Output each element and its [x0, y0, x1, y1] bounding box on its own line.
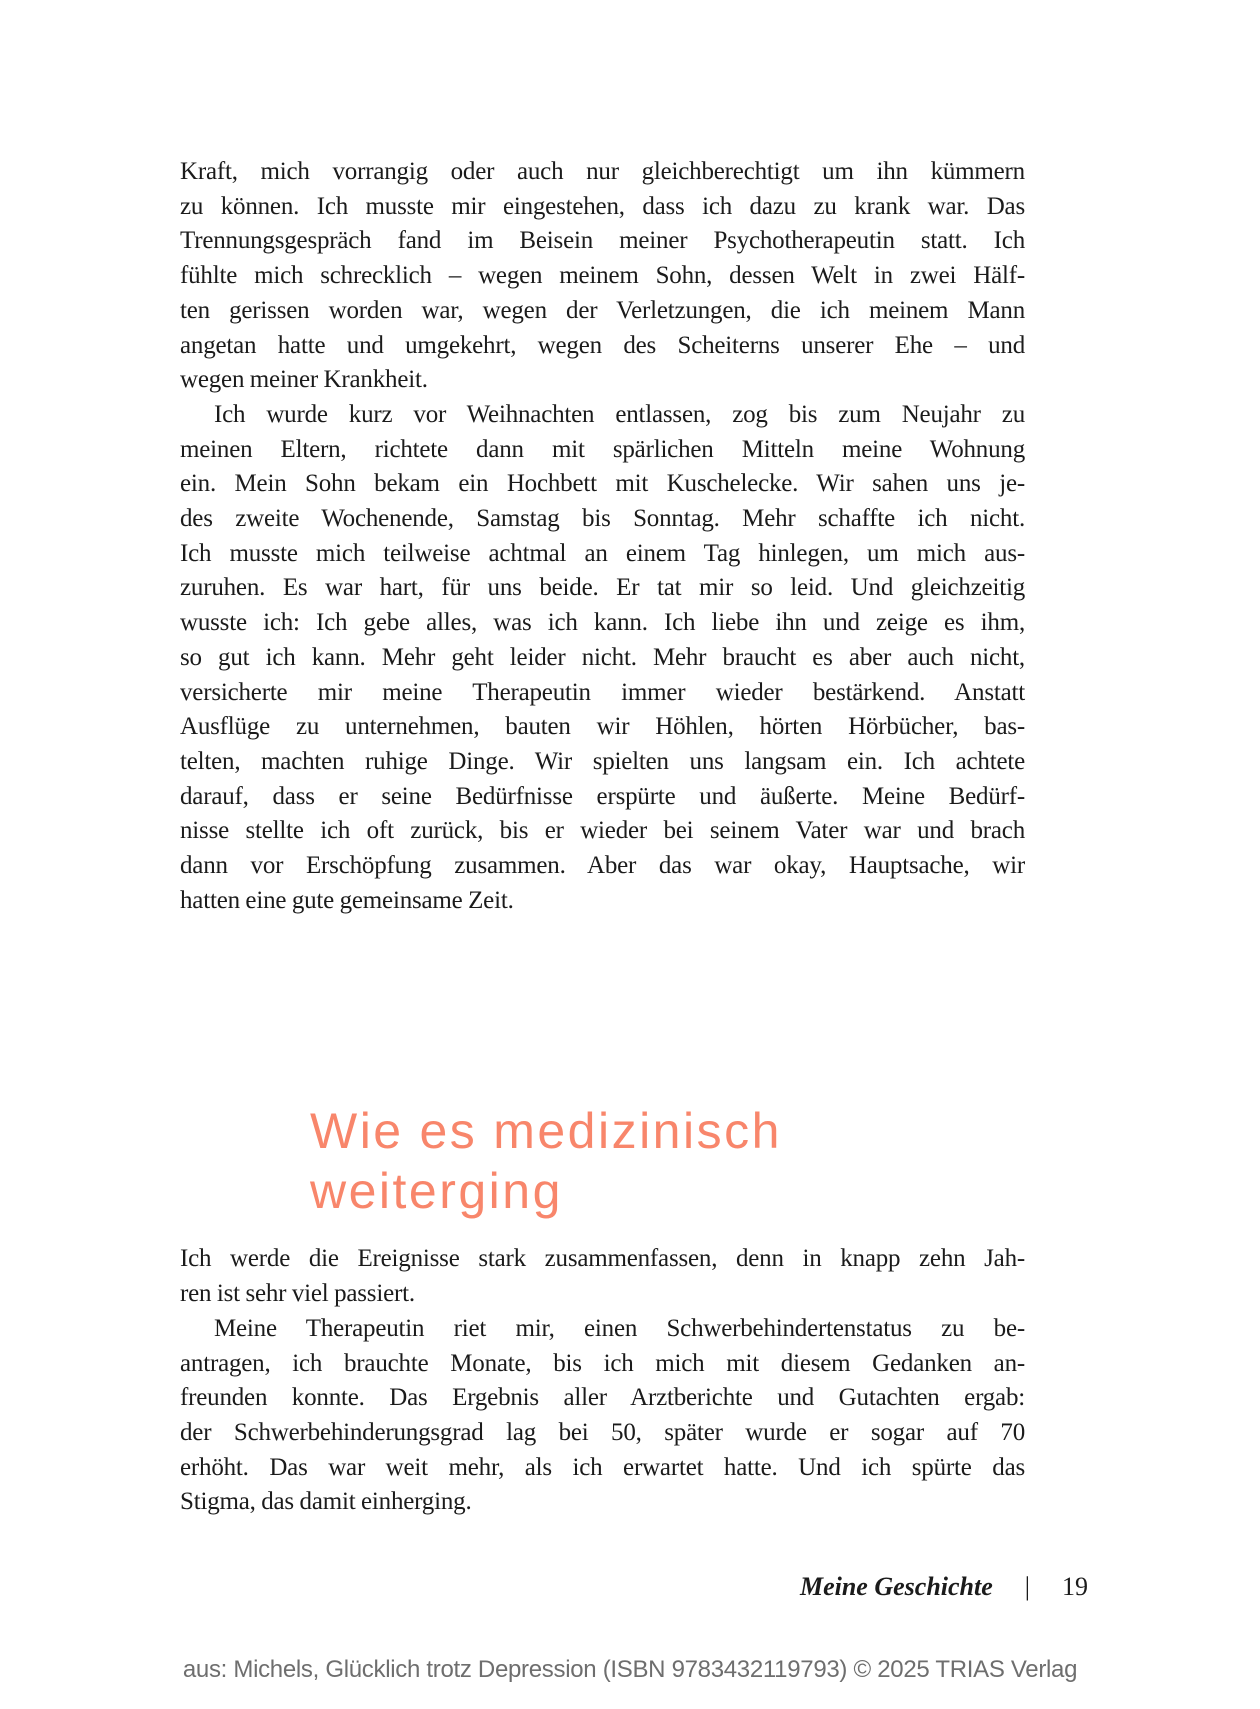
text-line: zuruhen. Es war hart, für uns beide. Er tat mir so leid. Und gleichzeitig — [180, 574, 1025, 602]
text-line: Ich musste mich teilweise achtmal an einem Tag hinlegen, um mich aus- — [180, 539, 1025, 567]
text-line: Stigma, das damit einherging. — [180, 1488, 472, 1516]
chapter-label: Meine Geschichte — [799, 1572, 993, 1601]
text-line: wusste ich: Ich gebe alles, was ich kann. Ich liebe ihn und zeige es ihm, — [180, 609, 1025, 637]
text-line: darauf, dass er seine Bedürfnisse erspürte und äußerte. Meine Bedürf- — [180, 782, 1025, 810]
text-line: antragen, ich brauchte Monate, bis ich mich mit diesem Gedanken an- — [180, 1349, 1025, 1377]
text-line: ein. Mein Sohn bekam ein Hochbett mit Kuschelecke. Wir sahen uns je- — [180, 470, 1025, 498]
text-line: fühlte mich schrecklich – wegen meinem Sohn, dessen Welt in zwei Hälf- — [180, 262, 1025, 290]
text-line: Ich werde die Ereignisse stark zusammenfassen, denn in knapp zehn Jah- — [180, 1245, 1025, 1273]
text-line: meinen Eltern, richtete dann mit spärlichen Mitteln meine Wohnung — [180, 435, 1025, 463]
section-heading — [310, 1101, 1025, 1221]
text-line: der Schwerbehinderungsgrad lag bei 50, später wurde er sogar auf 70 — [180, 1418, 1025, 1446]
page-content — [180, 155, 1025, 1520]
text-line: dann vor Erschöpfung zusammen. Aber das war okay, Hauptsache, wir — [180, 852, 1025, 880]
text-line: telten, machten ruhige Dinge. Wir spielten uns langsam ein. Ich achtete — [180, 747, 1025, 775]
text-line: Ich wurde kurz vor Weihnachten entlassen, zog bis zum Neujahr zu — [214, 400, 1025, 428]
page-number: 19 — [1062, 1572, 1088, 1601]
paragraph — [180, 1242, 1025, 1311]
text-line: freunden konnte. Das Ergebnis aller Arztberichte und Gutachten ergab: — [180, 1384, 1025, 1412]
source-credit-line: aus: Michels, Glücklich trotz Depression (ISBN 9783432119793) © 2025 TRIAS Verlag — [182, 1656, 1078, 1683]
text-line: ren ist sehr viel passiert. — [180, 1280, 415, 1308]
text-line: des zweite Wochenende, Samstag bis Sonntag. Mehr schaffte ich nicht. — [180, 505, 1025, 533]
text-line: hatten eine gute gemeinsame Zeit. — [180, 886, 514, 914]
text-line: Kraft, mich vorrangig oder auch nur gleichberechtigt um ihn kümmern — [180, 158, 1025, 185]
text-line: versicherte mir meine Therapeutin immer wieder bestärkend. Anstatt — [180, 678, 1025, 706]
page-footer — [180, 1572, 1088, 1602]
footer-separator: | — [1024, 1572, 1030, 1601]
text-line: Ausflüge zu unternehmen, bauten wir Höhlen, hörten Hörbücher, bas- — [180, 713, 1025, 741]
text-line: Meine Therapeutin riet mir, einen Schwerbehindertenstatus zu be- — [214, 1314, 1025, 1342]
text-line: ten gerissen worden war, wegen der Verletzungen, die ich meinem Mann — [180, 296, 1025, 324]
text-line: erhöht. Das war weit mehr, als ich erwartet hatte. Und ich spürte das — [180, 1453, 1025, 1481]
text-line: Trennungsgespräch fand im Beisein meiner Psychotherapeutin statt. Ich — [180, 227, 1025, 255]
text-line: nisse stellte ich oft zurück, bis er wieder bei seinem Vater war und brach — [180, 817, 1025, 845]
text-line: angetan hatte und umgekehrt, wegen des Scheiterns unserer Ehe – und — [180, 331, 1025, 359]
section-heading-line: weiterging — [310, 1163, 563, 1220]
text-line: zu können. Ich musste mir eingestehen, dass ich dazu zu krank war. Das — [180, 192, 1025, 220]
paragraph — [180, 155, 1025, 398]
text-line: so gut ich kann. Mehr geht leider nicht. Mehr braucht es aber auch nicht, — [180, 643, 1025, 671]
paragraph — [180, 398, 1025, 919]
section-heading-line: Wie es medizinisch — [310, 1103, 782, 1160]
paragraph — [180, 1312, 1025, 1520]
text-line: wegen meiner Krankheit. — [180, 366, 428, 394]
